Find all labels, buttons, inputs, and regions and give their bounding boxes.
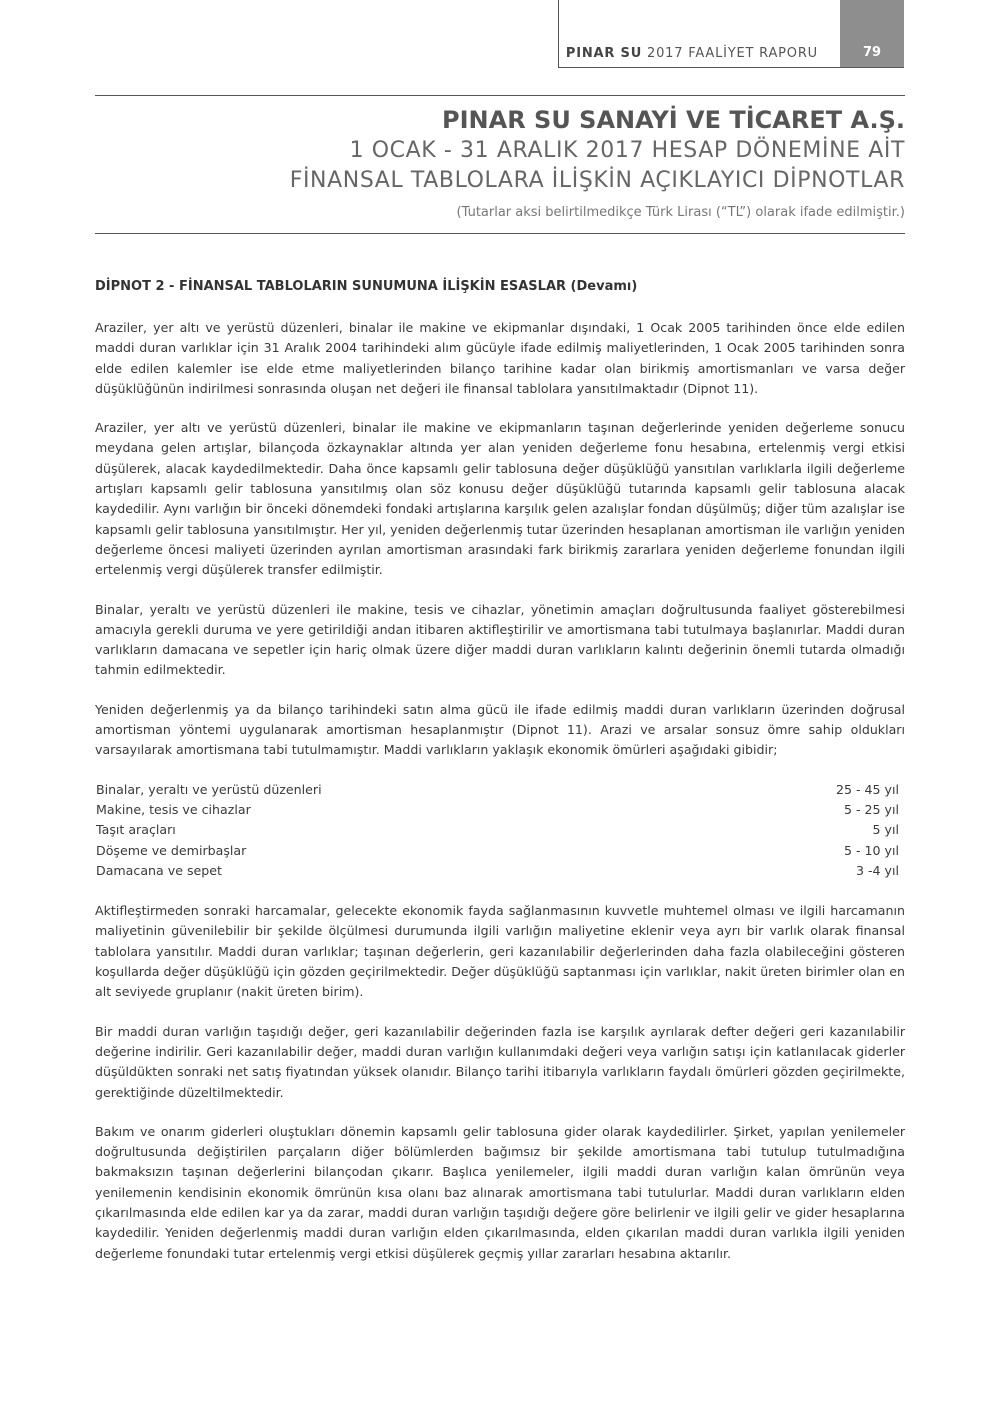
asset-life: 5 - 10 yıl	[843, 842, 899, 858]
header-report: 2017 FAALİYET RAPORU	[647, 46, 818, 61]
table-row	[96, 841, 899, 861]
table-row	[96, 861, 899, 881]
paragraph: Binalar, yeraltı ve yerüstü düzenleri ile makine, tesis ve cihazlar, yönetimin amaçları doğrultusunda faaliyet gösterebilmesi amacıyla gerekli duruma ve yere getirildiği andan itibaren aktifleştirilir ve amortismana tabi tutulmaya başlanırlar. Maddi duran varlıkların damacana ve sepetler için hariç olmak üzere diğer maddi duran varlıkların kalıntı değerinin önemli tutarda olmadığı tahmin edilmektedir.	[95, 601, 905, 678]
table-row	[96, 780, 899, 800]
header-rule-bottom	[95, 233, 905, 234]
asset-name: Makine, tesis ve cihazlar	[96, 801, 251, 817]
asset-life: 5 - 25 yıl	[843, 801, 899, 817]
useful-life-table	[96, 780, 899, 881]
asset-life: 3 -4 yıl	[855, 862, 899, 878]
paragraph: Araziler, yer altı ve yerüstü düzenleri, binalar ile makine ve ekipmanların taşınan değerlerinde yeniden değerleme sonucu meydana gelen artışlar, bilançoda özkaynaklar altında yer alan yeniden değerleme fonu hesabına, ertelenmiş vergi etkisi düşülerek, alacak kaydedilmektedir. Daha önce kapsamlı gelir tablosuna değer düşüklüğü yansıtılan varlıklarla ilgili değerleme artışları kapsamlı gelir tablosuna yansıtılmış olan söz konusu değer düşüklüğü tutarında kapsamlı gelir tablosuna alacak kaydedilir. Aynı varlığın bir önceki dönemdeki fondaki artışlarına karşılık gelen azalışlar fondan düşülmüş; diğer tüm azalışlar ise kapsamlı gelir tablosuna yansıtılmıştır. Her yıl, yeniden değerlenmiş tutar üzerinden hesaplanan amortisman ile varlığın yeniden değerleme öncesi maliyeti üzerinden ayrılan amortisman arasındaki fark birikmiş zararlara yeniden değerleme fonundan ilgili ertelenmiş vergi düşülerek transfer edilmiştir.	[95, 420, 905, 578]
paragraph: Yeniden değerlenmiş ya da bilanço tarihindeki satın alma gücü ile ifade edilmiş maddi duran varlıkların üzerinden doğrusal amortisman yöntemi uygulanarak amortisman hesaplanmıştır (Dipnot 11). Arazi ve arsalar sonsuz ömre sahip oldukları varsayılarak amortismana tabi tutulmamıştır. Maddi varlıkların yaklaşık ekonomik ömürleri aşağıdaki gibidir;	[95, 701, 905, 758]
subject-title: FİNANSAL TABLOLARA İLİŞKİN AÇIKLAYICI DİPNOTLAR	[289, 168, 905, 193]
table-row	[96, 800, 899, 820]
header-brand: PINAR SU	[565, 46, 643, 61]
body-content	[95, 318, 905, 1283]
asset-name: Binalar, yeraltı ve yerüstü düzenleri	[96, 781, 322, 797]
company-name: PINAR SU SANAYİ VE TİCARET A.Ş.	[442, 106, 905, 134]
header-rule-top	[95, 95, 905, 96]
running-header-title	[566, 46, 818, 61]
running-header	[558, 0, 904, 68]
paragraph: Aktifleştirmeden sonraki harcamalar, gelecekte ekonomik fayda sağlanmasının kuvvetle muhtemel olması ve ilgili harcamanın maliyetinin güvenilebilir bir şekilde ölçülmesi durumunda ilgili varlığın maliyetine eklenir veya ayrı bir varlık olarak finansal tablolara yansıtılır. Maddi duran varlıklar; taşınan değerlerin, geri kazanılabilir değerlerinden daha fazla olabileceğini gösteren koşullarda değer düşüklüğü için gözden geçirilmektedir. Değer düşüklüğü saptanması için varlıklar, nakit üreten birimler olan en alt seviyede gruplanır (nakit üreten birim).	[95, 903, 905, 1000]
period-title: 1 OCAK - 31 ARALIK 2017 HESAP DÖNEMİNE AİT	[349, 138, 905, 163]
title-block	[95, 104, 905, 222]
asset-name: Taşıt araçları	[96, 822, 176, 838]
asset-life: 25 - 45 yıl	[835, 781, 899, 797]
asset-name: Damacana ve sepet	[96, 862, 222, 878]
asset-life: 5 yıl	[872, 822, 899, 838]
asset-name: Döşeme ve demirbaşlar	[96, 842, 247, 858]
currency-note: (Tutarlar aksi belirtilmedikçe Türk Lirası (“TL”) olarak ifade edilmiştir.)	[456, 205, 905, 220]
paragraph: Bir maddi duran varlığın taşıdığı değer, geri kazanılabilir değerinden fazla ise karşılık ayrılarak defter değeri geri kazanılabilir değerine indirilir. Geri kazanılabilir değer, maddi duran varlığın kullanımdaki değeri veya varlığın satışı için katlanılacak giderler düşüldükten sonraki net satış fiyatından yüksek olanıdır. Bilanço tarihi itibarıyla varlıkların faydalı ömürleri gözden geçirilmekte, gerektiğinde düzeltilmektedir.	[95, 1023, 905, 1100]
section-title: DİPNOT 2 - FİNANSAL TABLOLARIN SUNUMUNA İLİŞKİN ESASLAR (Devamı)	[95, 279, 638, 294]
paragraph: Araziler, yer altı ve yerüstü düzenleri, binalar ile makine ve ekipmanlar dışındaki, 1 Ocak 2005 tarihinden önce elde edilen maddi duran varlıklar için 31 Aralık 2004 tarihindeki alım gücüyle ifade edilmiş maliyetlerinden, 1 Ocak 2005 tarihinden sonra elde edilen kalemler ise elde etme maliyetlerinden bilanço tarihine kadar olan birikmiş amortismanları ve varsa değer düşüklüğünün indirilmesi sonrasında oluşan net değeri ile finansal tablolara yansıtılmaktadır (Dipnot 11).	[95, 320, 905, 396]
page-number: 79	[840, 0, 904, 67]
paragraph: Bakım ve onarım giderleri oluştukları dönemin kapsamlı gelir tablosuna gider olarak kaydedilirler. Şirket, yapılan yenilemeler doğrultusunda değiştirilen parçaların diğer bölümlerden bağımsız bir şekilde amortismana tabi tutulup tutulmadığına bakmaksızın taşınan değerlerini bilançodan çıkarır. Başlıca yenilemeler, ilgili maddi duran varlığın kalan ömrünün veya yenilemenin kendisinin ekonomik ömrünün kısa olanı baz alınarak amortismana tabi tutulurlar. Maddi duran varlıkların elden çıkarılmasında elde edilen kar ya da zarar, maddi duran varlığın taşıdığı değere göre belirlenir ve ilgili gelir ve gider hesaplarına kaydedilir. Yeniden değerlenmiş maddi duran varlığın elden çıkarılmasında, elden çıkarılan maddi duran varlıkla ilgili yeniden değerleme fonundaki tutar ertelenmiş vergi etkisi düşülerek geçmiş yıllar zararları hesabına aktarılır.	[95, 1123, 905, 1261]
table-row	[96, 820, 899, 840]
